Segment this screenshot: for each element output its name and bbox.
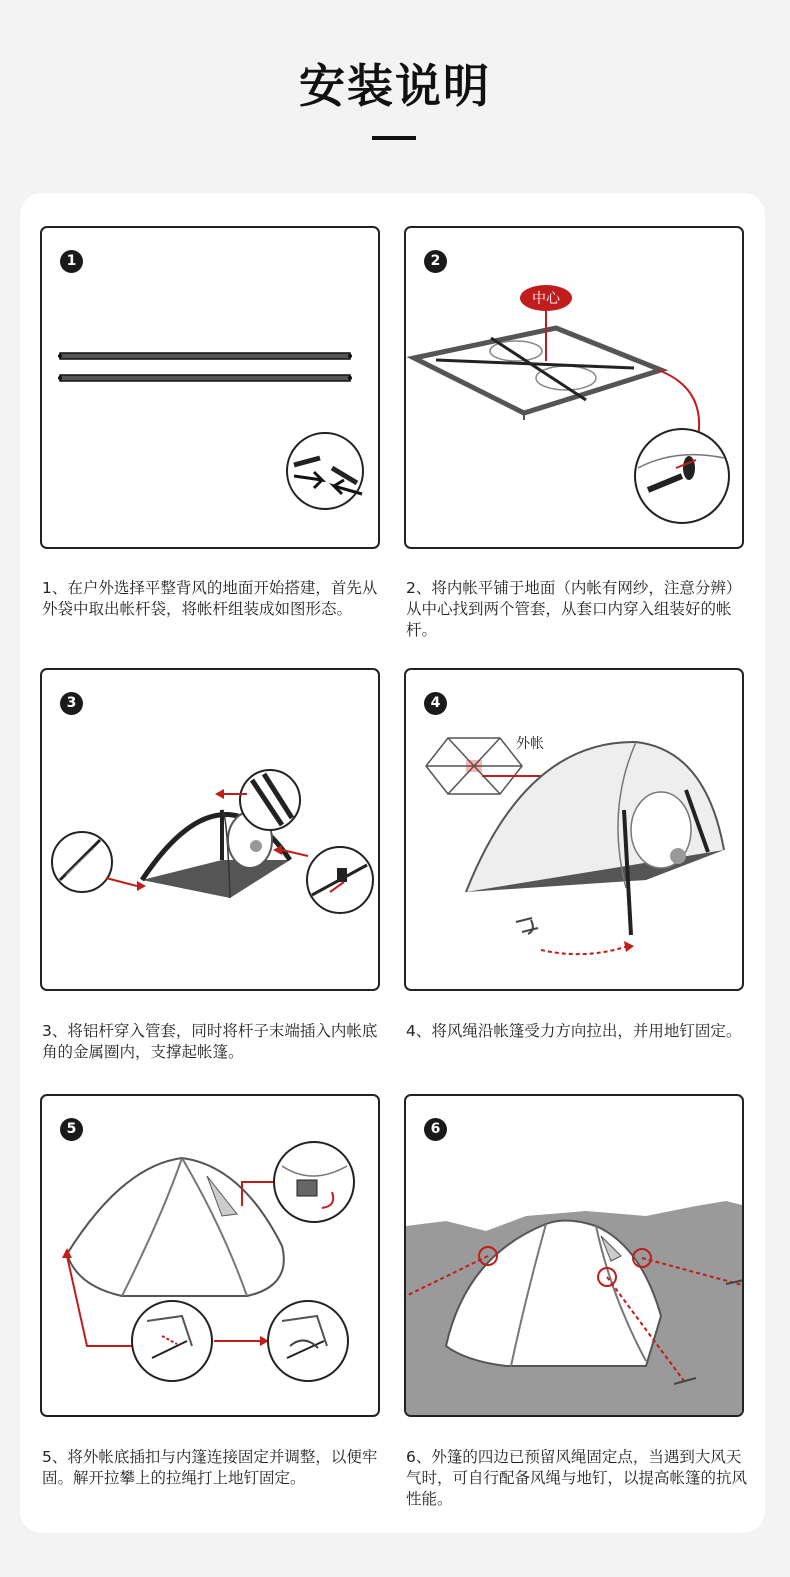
step-3-caption: 3、将铝杆穿入管套，同时将杆子末端插入内帐底角的金属圈内，支撑起帐篷。	[42, 1022, 378, 1061]
inner-tent-pitch-illustration	[42, 670, 380, 991]
page-title: 安装说明	[299, 59, 491, 113]
inner-tent-floor-illustration	[406, 228, 744, 549]
step-5-caption: 5、将外帐底插扣与内篷连接固定并调整，以便牢固。解开拉攀上的拉绳打上地钉固定。	[42, 1448, 378, 1487]
step-number: 5	[60, 1118, 83, 1141]
step-1-caption: 1、在户外选择平整背风的地面开始搭建，首先从外袋中取出帐杆袋，将帐杆组装成如图形态。	[42, 579, 378, 618]
step-1-illustration	[40, 226, 380, 549]
step-number: 6	[424, 1118, 447, 1141]
rainfly-guyline-illustration	[406, 670, 744, 991]
step-4-caption: 4、将风绳沿帐篷受力方向拉出，并用地钉固定。	[406, 1022, 742, 1040]
step-number: 3	[60, 692, 83, 715]
step-5-illustration	[40, 1094, 380, 1417]
step-number: 1	[60, 250, 83, 273]
step-6-caption: 6、外篷的四边已预留风绳固定点，当遇到大风天气时，可自行配备风绳与地钉，以提高帐篷的抗风性能。	[406, 1448, 748, 1508]
center-label: 中心	[532, 291, 560, 307]
title-underline	[372, 136, 416, 140]
step-2-illustration	[404, 226, 744, 549]
rainfly-label: 外帐	[516, 736, 544, 752]
step-2-caption: 2、将内帐平铺于地面（内帐有网纱，注意分辨）从中心找到两个管套，从套口内穿入组装好的帐杆。	[406, 579, 742, 639]
step-number: 4	[424, 692, 447, 715]
step-6-illustration	[404, 1094, 744, 1417]
step-4-illustration	[404, 668, 744, 991]
step-number: 2	[424, 250, 447, 273]
storm-guyline-illustration	[406, 1096, 744, 1417]
rainfly-buckle-illustration	[42, 1096, 380, 1417]
tent-poles-illustration	[42, 228, 380, 549]
step-3-illustration	[40, 668, 380, 991]
